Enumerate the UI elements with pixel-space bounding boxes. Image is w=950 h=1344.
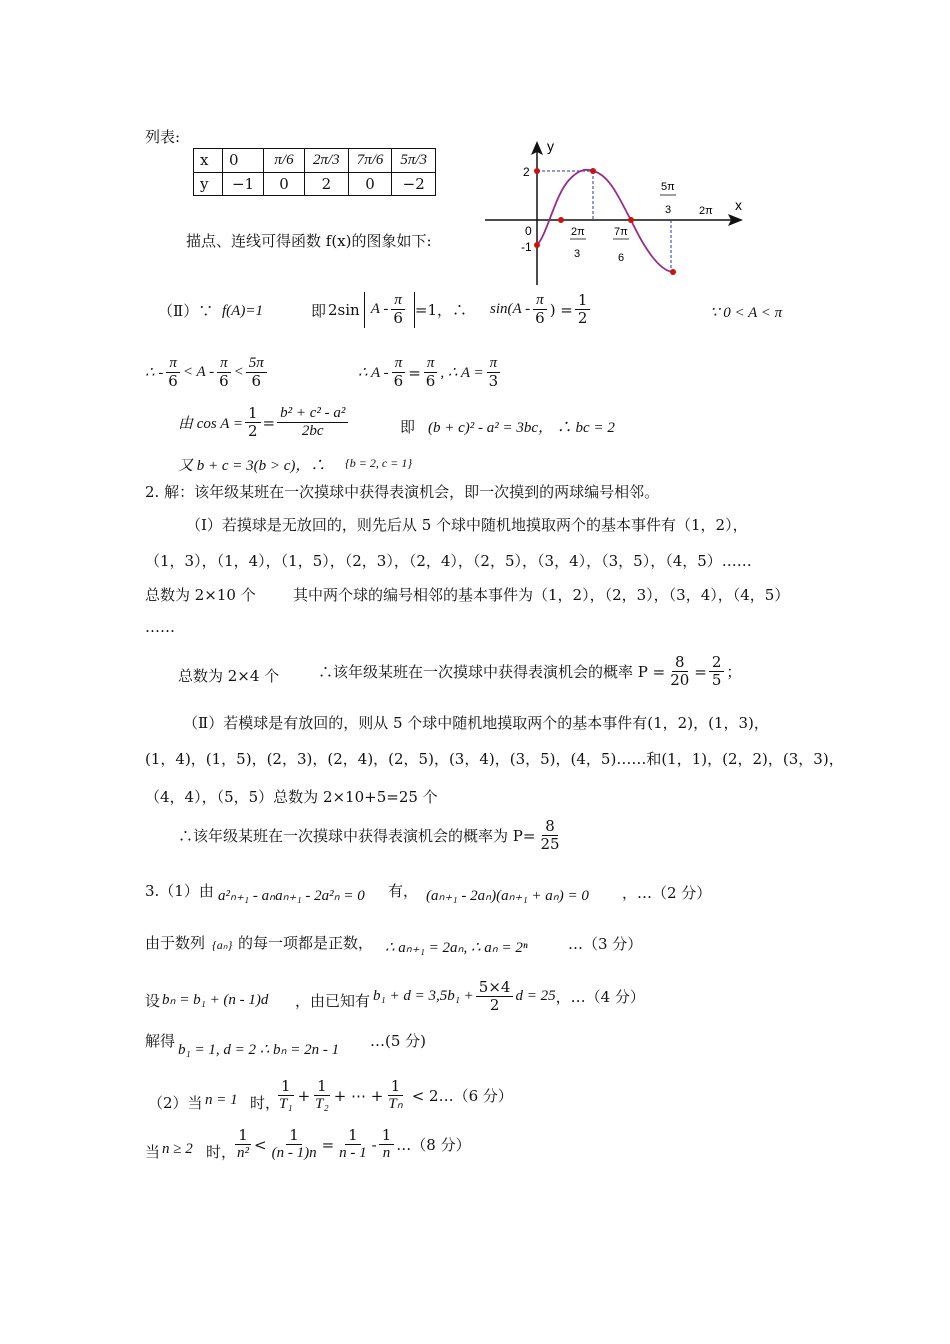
p3-l4c: …(5 分) bbox=[370, 1032, 427, 1050]
table-cell: 0 bbox=[264, 172, 305, 195]
p3-l2c: …（3 分） bbox=[568, 935, 643, 953]
x-label-2pi3-den: 3 bbox=[574, 248, 581, 260]
p3-l3b: ，由已知有 bbox=[295, 992, 371, 1010]
list-label: 列表: bbox=[145, 128, 181, 146]
sin-expr: sin(A - $\frac{\pi}{6}$ ) = $\frac{1}{2}$ bbox=[490, 292, 592, 328]
x-label-7pi6-num: 7π bbox=[614, 226, 628, 238]
x-label-5pi3-den: 3 bbox=[665, 204, 672, 216]
value-table bbox=[193, 148, 436, 196]
p3-l6a: 当 bbox=[145, 1143, 161, 1161]
table-cell bbox=[305, 149, 349, 173]
table-cell: x bbox=[194, 149, 223, 173]
p2-line8: （4，4），（5，5）总数为 2×10+5=25 个 bbox=[145, 788, 438, 806]
ji2-label: 即 bbox=[400, 418, 416, 436]
p3-l3-expr: bₙ = b₁ + (n - 1)d bbox=[162, 992, 269, 1008]
p3-l6-expr: $\frac{1}{\text{n²}}$ < $\frac{1}{(n - 1)n}$ = $\frac{1}{n - 1}$ - $\frac{1}{n}$ …（8 分） bbox=[237, 1126, 471, 1162]
table-cell bbox=[264, 149, 305, 173]
point bbox=[628, 217, 634, 223]
p3-l5b: 时， bbox=[250, 1094, 281, 1112]
function-graph bbox=[485, 135, 755, 290]
p3-l5a: （2）当 bbox=[148, 1094, 203, 1112]
table-cell: −1 bbox=[223, 172, 264, 195]
a-solution-expr: ∴ A - $\frac{\pi}{6}$ = $\frac{\pi}{6}$ , ∴ A = $\frac{\pi}{3}$ bbox=[358, 355, 499, 391]
cos-expr: 由 cos A = $\frac{1}{2}$ = $\frac{\text{b² + c² - a²}}{2bc}$ bbox=[178, 405, 350, 441]
a-range-expr: ∴ - $\frac{\pi}{6}$ < A - $\frac{\pi}{6}$ < $\frac{5\pi}{6}$ bbox=[145, 355, 269, 391]
point bbox=[534, 168, 540, 174]
y-tick-neg1: -1 bbox=[521, 240, 532, 254]
fA-expr: f(A)=1 bbox=[222, 303, 263, 319]
bc-system: {b = 2, c = 1} bbox=[345, 456, 413, 470]
p3-l2a: 由于数列 bbox=[145, 934, 206, 952]
p3-l6-n: n ≥ 2 bbox=[162, 1141, 193, 1157]
x-value-5pi3: 5π/3 bbox=[400, 152, 428, 169]
p3-l1-expr: a²ₙ₊₁ - aₙaₙ₊₁ - 2a²ₙ = 0 bbox=[218, 888, 365, 904]
eq1: =1，∴ bbox=[414, 301, 468, 320]
point bbox=[534, 242, 540, 248]
point bbox=[590, 168, 596, 174]
p2-line3b: 其中两个球的编号相邻的基本事件为（1，2），（2，3），（3，4），（4，5） bbox=[293, 586, 790, 604]
x-value-pi6: π/6 bbox=[274, 152, 294, 169]
x-label-7pi6-den: 6 bbox=[618, 252, 625, 264]
you-bc-expr: 又 b + c = 3(b > c)，∴ bbox=[178, 458, 326, 474]
axis-x-label: x bbox=[735, 197, 742, 213]
p2-line5b: ∴该年级某班在一次摸球中获得表演机会的概率 P = $\frac{8}{20}$ = $\frac{2}{5}$ ； bbox=[318, 653, 742, 690]
table-cell: 0 bbox=[223, 149, 264, 173]
p3-l3a: 设 bbox=[145, 992, 161, 1010]
p3-l2-seq: {aₙ} bbox=[212, 938, 233, 952]
two-sin: 2sin bbox=[328, 300, 360, 319]
point bbox=[670, 269, 676, 275]
p2-line7: (1，4)，(1，5)，(2，3)，(2，4)，(2，5)，(3，4)，(3，5)，(4，5)……和(1，1)，(2，2)，(3，3)， bbox=[145, 750, 844, 768]
p3-l4a: 解得 bbox=[145, 1032, 176, 1050]
p3-l1b: 有， bbox=[388, 882, 419, 900]
origin-label: 0 bbox=[525, 224, 532, 238]
table-cell bbox=[348, 149, 392, 173]
p3-l4-expr: b₁ = 1, d = 2 ∴ bₙ = 2n - 1 bbox=[178, 1042, 340, 1058]
part2-label: （Ⅱ）∵ bbox=[158, 302, 214, 320]
ji-label: 即 bbox=[311, 302, 327, 320]
p3-l2-expr: ∴ aₙ₊₁ = 2aₙ, ∴ aₙ = 2ⁿ bbox=[385, 940, 528, 956]
table-cell: y bbox=[194, 172, 223, 195]
sine-curve bbox=[537, 170, 673, 272]
x-value-7pi6: 7π/6 bbox=[356, 152, 384, 169]
p3-l1-fact: (aₙ₊₁ - 2aₙ)(aₙ₊₁ + aₙ) = 0 bbox=[426, 888, 589, 904]
p3-l1a: 3.（1）由 bbox=[145, 882, 214, 900]
p2-line2: （1，3），（1，4），（1，5），（2，3），（2，4），（2，5），（3，4），（3，5），（4，5）…… bbox=[145, 552, 752, 570]
p2-line9: ∴该年级某班在一次摸球中获得表演机会的概率为 P= $\frac{8}{25}$ bbox=[178, 817, 560, 854]
p2-line5a: 总数为 2×4 个 bbox=[178, 667, 280, 685]
x-label-5pi3-num: 5π bbox=[661, 181, 675, 193]
table-row bbox=[194, 172, 436, 195]
x-label-2pi3-num: 2π bbox=[571, 226, 585, 238]
x-value-2pi3: 2π/3 bbox=[313, 152, 340, 169]
p3-l3-expr2: b₁ + d = 3,5b₁ + $\frac{5\times 4}{2}$ d = 25 ，…（4 分） bbox=[373, 978, 645, 1015]
x-label-2pi: 2π bbox=[699, 205, 713, 217]
table-row bbox=[194, 149, 436, 173]
p2-line3a: 总数为 2×10 个 bbox=[145, 586, 256, 604]
p3-l5-n: n = 1 bbox=[205, 1092, 238, 1108]
two-sin-expr: 2sin A - $\frac{\pi}{6}$ =1，∴ bbox=[328, 292, 468, 328]
p3-l5-sum: $\frac{1}{\text{T₁}}$ + $\frac{1}{\text{T₂}}$ + ⋯ + $\frac{1}{\text{Tₙ}}$ < 2 …（6 分） bbox=[279, 1077, 513, 1113]
table-cell: −2 bbox=[392, 172, 436, 195]
p3-l1c: ，…（2 分） bbox=[622, 884, 712, 902]
p3-l6b: 时， bbox=[206, 1143, 237, 1161]
range-expr: ∵ 0 < A < π bbox=[710, 305, 783, 321]
y-tick-2: 2 bbox=[523, 165, 530, 179]
expand-expr: (b + c)² - a² = 3bc， ∴ bc = 2 bbox=[428, 420, 615, 436]
graph-caption: 描点、连线可得函数 f(x)的图象如下: bbox=[186, 232, 432, 250]
p3-l2b: 的每一项都是正数， bbox=[238, 934, 374, 952]
table-cell: 2 bbox=[305, 172, 349, 195]
p2-intro: 2. 解：该年级某班在一次摸球中获得表演机会，即一次摸到的两球编号相邻。 bbox=[145, 483, 660, 501]
point bbox=[558, 217, 564, 223]
table-cell bbox=[392, 149, 436, 173]
table-cell: 0 bbox=[348, 172, 392, 195]
p2-line4: …… bbox=[145, 618, 175, 636]
axis-y-label: y bbox=[547, 138, 554, 154]
p2-line6: （Ⅱ）若模球是有放回的，则从 5 个球中随机地摸取两个的基本事件有(1，2)，(1，3)， bbox=[183, 714, 769, 732]
p2-line1: （Ⅰ）若摸球是无放回的，则先后从 5 个球中随机地摸取两个的基本事件有（1，2）， bbox=[186, 516, 748, 534]
